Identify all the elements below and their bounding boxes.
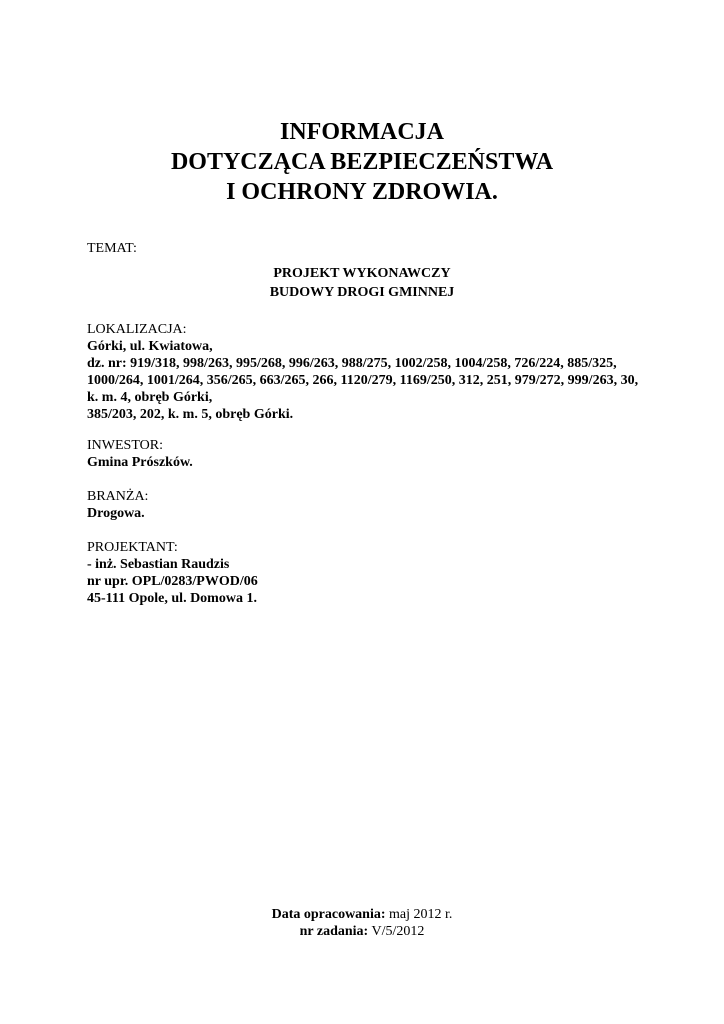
lokalizacja-line-1: Górki, ul. Kwiatowa,	[87, 339, 213, 354]
temat-line-2: BUDOWY DROGI GMINNEJ	[269, 285, 455, 300]
branza-label: BRANŻA:	[87, 489, 149, 504]
title-line-1: INFORMACJA	[280, 119, 444, 145]
data-opracowania-value: maj 2012 r.	[389, 907, 453, 922]
nr-zadania-label: nr zadania:	[299, 924, 369, 939]
temat-line-1: PROJEKT WYKONAWCZY	[273, 266, 451, 281]
nr-zadania-value: V/5/2012	[371, 924, 425, 939]
inwestor-value: Gmina Prószków.	[87, 455, 193, 470]
lokalizacja-line-2: dz. nr: 919/318, 998/263, 995/268, 996/263, 988/275, 1002/258, 1004/258, 726/224, 885/325,	[87, 356, 617, 371]
data-opracowania-row	[0, 906, 724, 923]
title-line-3: I OCHRONY ZDROWIA.	[226, 179, 498, 205]
lokalizacja-line-5: 385/203, 202, k. m. 5, obręb Górki.	[87, 407, 294, 422]
inwestor-section	[87, 437, 193, 471]
inwestor-label: INWESTOR:	[87, 438, 163, 453]
projektant-section	[87, 539, 258, 607]
projektant-line-2: nr upr. OPL/0283/PWOD/06	[87, 574, 258, 589]
projektant-line-3: 45-111 Opole, ul. Domowa 1.	[87, 591, 257, 606]
lokalizacja-section	[87, 321, 638, 423]
projektant-label: PROJEKTANT:	[87, 540, 178, 555]
lokalizacja-line-3: 1000/264, 1001/264, 356/265, 663/265, 266, 1120/279, 1169/250, 312, 251, 979/272, 999/263, 30,	[87, 373, 639, 388]
title-line-2: DOTYCZĄCA BEZPIECZEŃSTWA	[170, 149, 554, 175]
document-title	[0, 117, 724, 207]
branza-value: Drogowa.	[87, 506, 145, 521]
lokalizacja-line-4: k. m. 4, obręb Górki,	[87, 390, 213, 405]
document-footer	[0, 906, 724, 940]
temat-value	[0, 264, 724, 302]
data-opracowania-label: Data opracowania:	[271, 907, 386, 922]
temat-label: TEMAT:	[87, 241, 137, 256]
projektant-line-1: - inż. Sebastian Raudzis	[87, 557, 230, 572]
branza-section	[87, 488, 148, 522]
nr-zadania-row	[0, 923, 724, 940]
lokalizacja-label: LOKALIZACJA:	[87, 322, 187, 337]
temat-section	[87, 240, 137, 257]
